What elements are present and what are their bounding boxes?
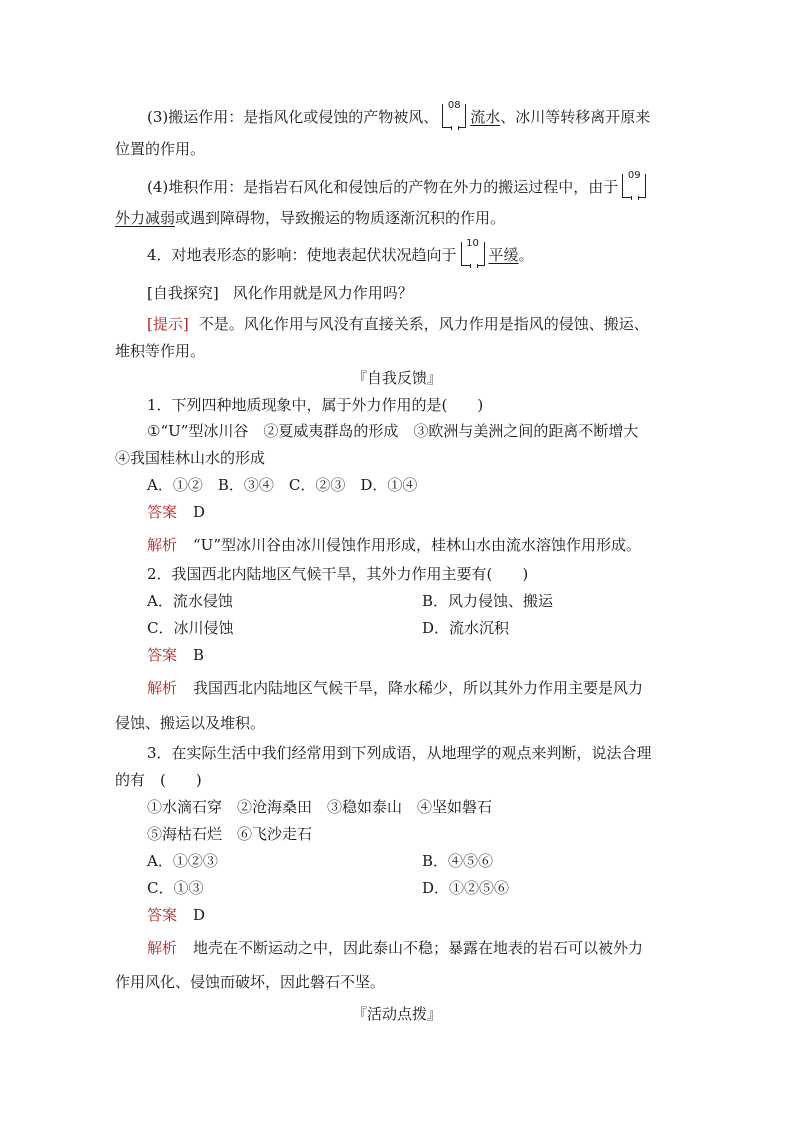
q1-options: A．①② B．③④ C．②③ D．①④ xyxy=(147,476,418,494)
q1-items-line2: ④我国桂林山水的形成 xyxy=(115,449,266,467)
q1-answer-line xyxy=(147,502,205,522)
q3-option-b: B．④⑤⑥ xyxy=(422,852,494,870)
hint-tag: [提示] xyxy=(147,315,189,333)
self-explore-line xyxy=(147,283,413,303)
q1-analysis: “U”型冰川谷由冰川侵蚀作用形成，桂林山水由流水溶蚀作用形成。 xyxy=(193,536,641,554)
section-3-line1 xyxy=(147,100,651,128)
q3-analysis-tag: 解析 xyxy=(147,939,178,957)
q2-analysis-tag: 解析 xyxy=(147,679,178,697)
activity-title: 『活动点拨』 xyxy=(351,1005,442,1023)
q3-option-a: A．①②③ xyxy=(147,852,218,870)
section-4-line2 xyxy=(115,208,505,228)
section-4-line1 xyxy=(147,170,650,198)
answer-fill-09: 外力减弱 xyxy=(115,209,176,227)
answer-fill-10: 平缓 xyxy=(488,246,519,264)
q2-stem: 2．我国西北内陆地区气候干旱，其外力作用主要有( ) xyxy=(147,565,529,583)
q2-option-a: A．流水侵蚀 xyxy=(147,592,233,610)
q1-analysis-tag: 解析 xyxy=(147,536,178,554)
self-explore-question: 风化作用就是风力作用吗？ xyxy=(232,284,413,302)
q2-analysis-line2: 侵蚀、搬运以及堆积。 xyxy=(115,714,266,732)
feedback-title: 『自我反馈』 xyxy=(351,369,442,387)
box-number: 08 xyxy=(443,101,465,111)
section-3-text: (3)搬运作用：是指风化或侵蚀的产物被风、 xyxy=(147,108,439,126)
q3-stem-line1: 3．在实际生活中我们经常用到下列成语，从地理学的观点来判断，说法合理 xyxy=(147,744,652,762)
q3-answer-line xyxy=(147,905,205,925)
q2-answer-tag: 答案 xyxy=(147,646,178,664)
answer-fill-08: 流水 xyxy=(470,108,501,126)
q1-stem: 1．下列四种地质现象中，属于外力作用的是( ) xyxy=(147,396,484,414)
box-number: 09 xyxy=(623,171,645,181)
q3-items-line1: ①水滴石穿 ②沧海桑田 ③稳如泰山 ④坚如磐石 xyxy=(147,798,493,816)
q2-analysis: 我国西北内陆地区气候干旱，降水稀少，所以其外力作用主要是风力 xyxy=(193,679,644,697)
answer-box-08 xyxy=(442,100,466,128)
hint-text: 不是。风化作用与风没有直接关系，风力作用是指风的侵蚀、搬运、 xyxy=(198,315,649,333)
item-4-text: 4．对地表形态的影响：使地表起伏状况趋向于 xyxy=(147,246,457,264)
q3-stem-line2: 的有 ( ) xyxy=(115,771,202,789)
q3-analysis: 地壳在不断运动之中，因此泰山不稳；暴露在地表的岩石可以被外力 xyxy=(193,939,644,957)
section-3-text-post: 、冰川等转移离开原来 xyxy=(500,108,651,126)
hint-line1 xyxy=(147,314,649,334)
q3-items-line2: ⑤海枯石烂 ⑥飞沙走石 xyxy=(147,825,313,843)
section-3-line2: 位置的作用。 xyxy=(115,140,206,158)
q3-option-d: D．①②⑤⑥ xyxy=(422,879,510,897)
q2-analysis-line1 xyxy=(147,678,643,698)
q3-answer-tag: 答案 xyxy=(147,906,178,924)
q1-answer-tag: 答案 xyxy=(147,503,178,521)
q2-option-c: C．冰川侵蚀 xyxy=(147,619,234,637)
answer-box-10 xyxy=(461,238,485,266)
answer-box-09 xyxy=(622,170,646,198)
hint-line2: 堆积等作用。 xyxy=(115,342,206,360)
q2-answer: B xyxy=(193,646,205,664)
item-4-line xyxy=(147,238,534,266)
box-number: 10 xyxy=(462,239,484,249)
q1-answer: D xyxy=(193,503,206,521)
q2-option-d: D．流水沉积 xyxy=(422,619,510,637)
q3-analysis-line2: 作用风化、侵蚀而破坏，因此磐石不坚。 xyxy=(115,973,386,991)
item-4-post: 。 xyxy=(518,246,534,264)
section-4-text-post: 或遇到障碍物，导致搬运的物质逐渐沉积的作用。 xyxy=(175,209,506,227)
q3-answer: D xyxy=(193,906,206,924)
q1-analysis-line xyxy=(147,535,641,555)
q2-option-b: B．风力侵蚀、搬运 xyxy=(422,592,554,610)
q3-option-c: C．①③ xyxy=(147,879,204,897)
section-4-text: (4)堆积作用：是指岩石风化和侵蚀后的产物在外力的搬运过程中，由于 xyxy=(147,178,619,196)
q2-answer-line xyxy=(147,645,204,665)
q1-items-line1: ①“U”型冰川谷 ②夏威夷群岛的形成 ③欧洲与美洲之间的距离不断增大 xyxy=(147,422,639,440)
self-explore-tag: [自我探究] xyxy=(147,284,219,302)
q3-analysis-line1 xyxy=(147,938,643,958)
